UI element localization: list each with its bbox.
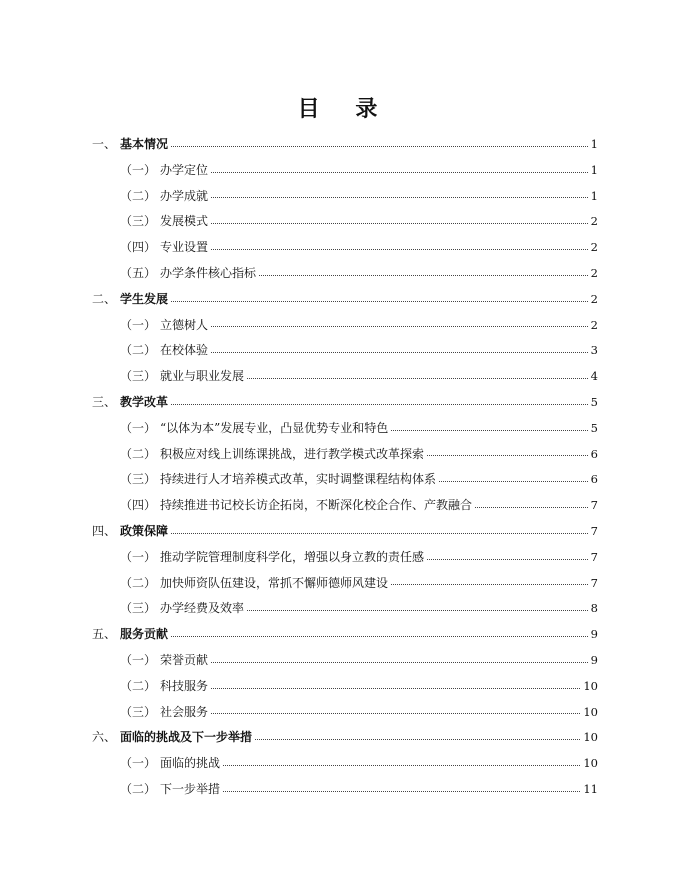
toc-subsection[interactable] <box>92 467 598 493</box>
entry-page-number: 10 <box>583 704 598 719</box>
toc-subsection[interactable] <box>92 338 598 364</box>
dot-leader <box>211 326 588 327</box>
entry-title: 社会服务 <box>160 704 209 719</box>
page-title: 目 录 <box>297 97 392 122</box>
dot-leader <box>247 610 588 611</box>
toc-subsection[interactable] <box>92 235 598 261</box>
toc-subsection[interactable] <box>92 751 598 777</box>
entry-title: 教学改革 <box>120 394 169 409</box>
dot-leader <box>211 197 588 198</box>
toc-subsection[interactable] <box>92 571 598 597</box>
table-of-contents <box>92 132 598 803</box>
entry-number: 五、 <box>92 627 117 642</box>
entry-number: （二） <box>120 188 157 203</box>
entry-number: （一） <box>120 317 157 332</box>
dot-leader <box>171 146 588 147</box>
entry-title: 科技服务 <box>160 678 209 693</box>
toc-subsection[interactable] <box>92 674 598 700</box>
entry-title: 立德树人 <box>160 317 209 332</box>
entry-number: （四） <box>120 498 157 513</box>
entry-title: 基本情况 <box>120 137 169 151</box>
toc-subsection[interactable] <box>92 261 598 287</box>
entry-title: 办学定位 <box>160 162 209 177</box>
entry-page-number: 3 <box>590 343 598 358</box>
entry-title: 办学条件核心指标 <box>160 265 257 280</box>
entry-number: 二、 <box>92 291 117 306</box>
toc-subsection[interactable] <box>92 158 598 184</box>
toc-subsection[interactable] <box>92 777 598 803</box>
entry-page-number: 1 <box>590 188 598 203</box>
entry-number: 四、 <box>92 523 117 538</box>
entry-page-number: 10 <box>583 756 598 771</box>
toc-subsection[interactable] <box>92 700 598 726</box>
entry-page-number: 9 <box>590 627 598 642</box>
dot-leader <box>259 275 588 276</box>
entry-page-number: 10 <box>583 730 598 745</box>
entry-title: 持续推进书记校长访企拓岗，不断深化校企合作、产教融合 <box>160 498 473 513</box>
entry-page-number: 7 <box>590 523 598 538</box>
dot-leader <box>391 584 588 585</box>
entry-title: 加快师资队伍建设，常抓不懈师德师风建设 <box>160 575 389 590</box>
entry-number: （二） <box>120 575 157 590</box>
entry-page-number: 11 <box>583 781 598 796</box>
dot-leader <box>211 172 588 173</box>
entry-number: （二） <box>120 678 157 693</box>
dot-leader <box>439 481 588 482</box>
entry-number: （二） <box>120 781 157 796</box>
entry-page-number: 6 <box>590 472 598 487</box>
entry-page-number: 2 <box>590 317 598 332</box>
dot-leader <box>211 223 588 224</box>
entry-title: 发展模式 <box>160 214 209 229</box>
entry-page-number: 2 <box>590 291 598 306</box>
entry-page-number: 1 <box>590 137 598 151</box>
dot-leader <box>171 301 588 302</box>
toc-subsection[interactable] <box>92 313 598 339</box>
entry-title: 在校体验 <box>160 343 209 358</box>
toc-subsection[interactable] <box>92 184 598 210</box>
entry-title: 专业设置 <box>160 240 209 255</box>
toc-subsection[interactable] <box>92 648 598 674</box>
entry-page-number: 9 <box>590 652 598 667</box>
entry-title: 下一步举措 <box>160 781 221 796</box>
toc-subsection[interactable] <box>92 545 598 571</box>
entry-title: 办学经费及效率 <box>160 601 245 616</box>
entry-title: 面临的挑战及下一步举措 <box>120 730 253 745</box>
entry-page-number: 2 <box>590 214 598 229</box>
toc-section[interactable] <box>92 287 598 313</box>
toc-subsection[interactable] <box>92 209 598 235</box>
entry-title: 学生发展 <box>120 291 169 306</box>
entry-title: “以体为本”发展专业，凸显优势专业和特色 <box>160 420 389 435</box>
toc-section[interactable] <box>92 132 598 158</box>
entry-title: 面临的挑战 <box>160 756 221 771</box>
toc-subsection[interactable] <box>92 416 598 442</box>
toc-subsection[interactable] <box>92 364 598 390</box>
entry-number: （三） <box>120 369 157 384</box>
toc-section[interactable] <box>92 725 598 751</box>
dot-leader <box>211 662 588 663</box>
toc-section[interactable] <box>92 390 598 416</box>
dot-leader <box>391 430 587 431</box>
dot-leader <box>427 559 588 560</box>
entry-page-number: 2 <box>590 240 598 255</box>
entry-page-number: 7 <box>590 575 598 590</box>
entry-title: 政策保障 <box>120 523 169 538</box>
entry-title: 持续进行人才培养模式改革，实时调整课程结构体系 <box>160 472 437 487</box>
dot-leader <box>223 765 580 766</box>
entry-page-number: 7 <box>590 498 598 513</box>
toc-section[interactable] <box>92 622 598 648</box>
entry-number: （二） <box>120 343 157 358</box>
entry-number: （一） <box>120 756 157 771</box>
toc-section[interactable] <box>92 519 598 545</box>
entry-number: （二） <box>120 446 157 461</box>
dot-leader <box>211 688 580 689</box>
entry-title: 推动学院管理制度科学化，增强以身立教的责任感 <box>160 549 425 564</box>
dot-leader <box>475 507 588 508</box>
dot-leader <box>223 791 580 792</box>
entry-title: 服务贡献 <box>120 627 169 642</box>
entry-title: 荣誉贡献 <box>160 652 209 667</box>
entry-number: （一） <box>120 162 157 177</box>
dot-leader <box>171 636 588 637</box>
entry-number: （一） <box>120 549 157 564</box>
entry-number: （一） <box>120 420 157 435</box>
entry-number: 一、 <box>92 137 117 151</box>
entry-number: （五） <box>120 265 157 280</box>
entry-number: （四） <box>120 240 157 255</box>
entry-number: （三） <box>120 472 157 487</box>
entry-number: （一） <box>120 652 157 667</box>
toc-subsection[interactable] <box>92 596 598 622</box>
entry-number: 六、 <box>92 730 117 745</box>
dot-leader <box>211 249 588 250</box>
dot-leader <box>247 378 588 379</box>
entry-page-number: 6 <box>590 446 598 461</box>
entry-page-number: 10 <box>583 678 598 693</box>
entry-number: （三） <box>120 704 157 719</box>
dot-leader <box>211 352 588 353</box>
dot-leader <box>171 533 588 534</box>
dot-leader <box>211 713 580 714</box>
toc-subsection[interactable] <box>92 442 598 468</box>
entry-number: 三、 <box>92 394 117 409</box>
entry-title: 办学成就 <box>160 188 209 203</box>
entry-page-number: 2 <box>590 265 598 280</box>
dot-leader <box>427 455 588 456</box>
entry-page-number: 8 <box>590 601 598 616</box>
entry-page-number: 4 <box>590 369 598 384</box>
entry-page-number: 7 <box>590 549 598 564</box>
dot-leader <box>171 404 588 405</box>
entry-number: （三） <box>120 214 157 229</box>
entry-number: （三） <box>120 601 157 616</box>
entry-title: 就业与职业发展 <box>160 369 245 384</box>
entry-page-number: 1 <box>590 162 598 177</box>
entry-title: 积极应对线上训练课挑战，进行教学模式改革探索 <box>160 446 425 461</box>
entry-page-number: 5 <box>590 420 598 435</box>
toc-subsection[interactable] <box>92 493 598 519</box>
entry-page-number: 5 <box>590 394 598 409</box>
dot-leader <box>255 739 580 740</box>
